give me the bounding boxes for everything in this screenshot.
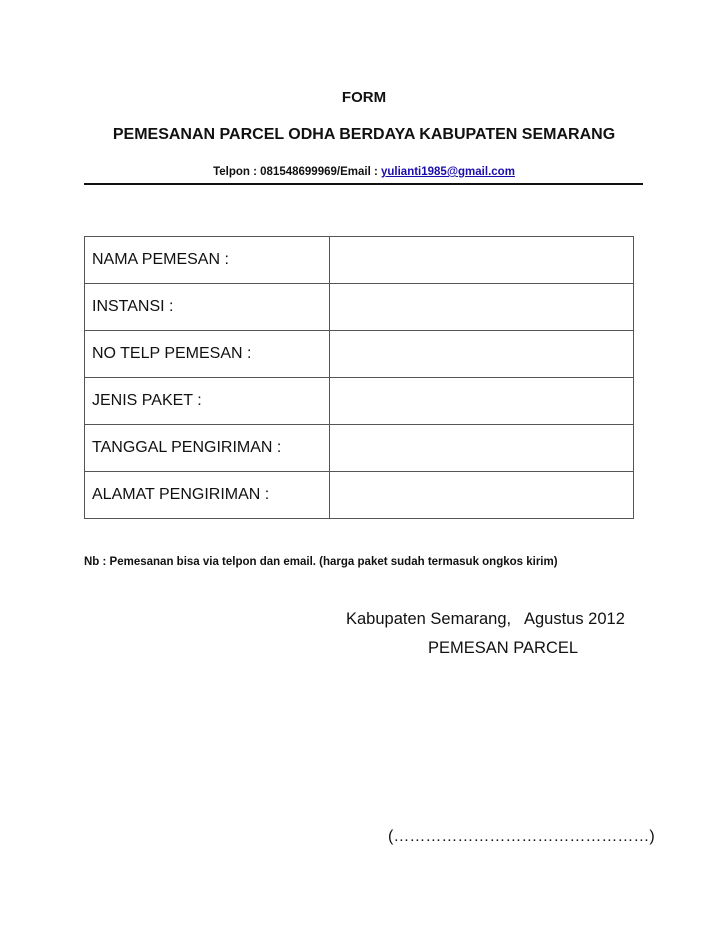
table-row xyxy=(85,425,634,472)
table-row xyxy=(85,378,634,425)
signature-place-date: Kabupaten Semarang, Agustus 2012 xyxy=(346,610,625,628)
field-value-no-telp[interactable] xyxy=(330,331,634,378)
table-row xyxy=(85,331,634,378)
email-link[interactable]: yulianti1985@gmail.com xyxy=(380,166,515,178)
field-value-instansi[interactable] xyxy=(330,284,634,331)
signature-role: PEMESAN PARCEL xyxy=(428,639,579,657)
contact-line xyxy=(0,166,728,178)
form-title: FORM xyxy=(341,89,387,106)
field-label-alamat-pengiriman: ALAMAT PENGIRIMAN : xyxy=(85,472,330,519)
field-label-no-telp: NO TELP PEMESAN : xyxy=(85,331,330,378)
field-label-tanggal-pengiriman: TANGGAL PENGIRIMAN : xyxy=(85,425,330,472)
table-row xyxy=(85,284,634,331)
signature-line: (…………………………………………) xyxy=(388,828,655,845)
table-row xyxy=(85,472,634,519)
field-value-nama-pemesan[interactable] xyxy=(330,237,634,284)
field-label-jenis-paket: JENIS PAKET : xyxy=(85,378,330,425)
field-value-alamat-pengiriman[interactable] xyxy=(330,472,634,519)
order-form-table xyxy=(84,236,634,519)
field-value-tanggal-pengiriman[interactable] xyxy=(330,425,634,472)
form-subtitle: PEMESANAN PARCEL ODHA BERDAYA KABUPATEN SEMARANG xyxy=(112,126,616,143)
field-label-instansi: INSTANSI : xyxy=(85,284,330,331)
field-value-jenis-paket[interactable] xyxy=(330,378,634,425)
field-label-nama-pemesan: NAMA PEMESAN : xyxy=(85,237,330,284)
table-row xyxy=(85,237,634,284)
order-note: Nb : Pemesanan bisa via telpon dan email. (harga paket sudah termasuk ongkos kirim) xyxy=(84,556,558,568)
header-divider xyxy=(84,183,643,185)
contact-phone-text: Telpon : 081548699969/Email : xyxy=(213,166,381,178)
